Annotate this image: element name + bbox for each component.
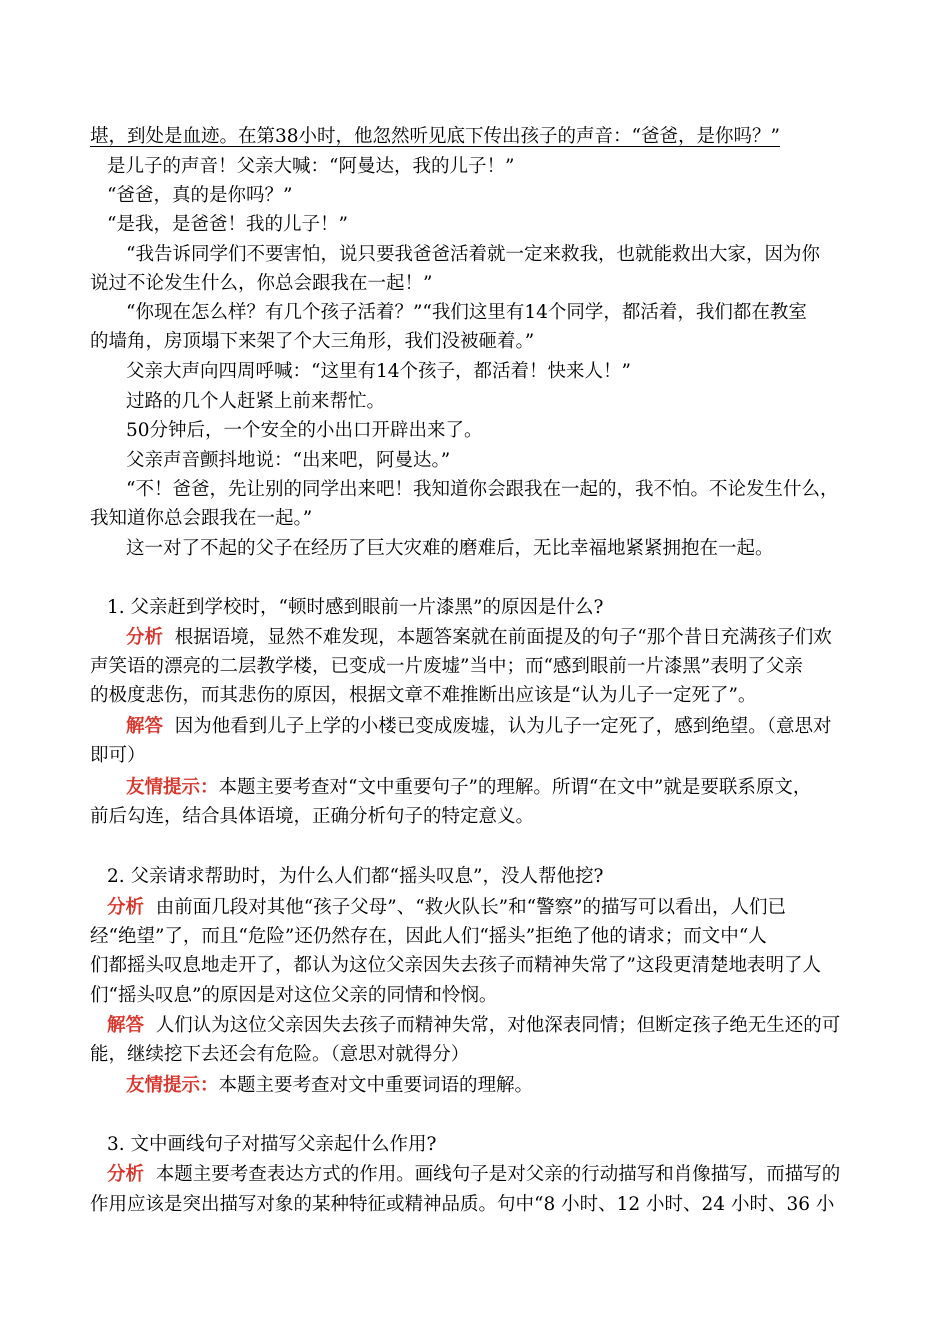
passage-line: 我知道你总会跟我在一起。” xyxy=(90,508,313,529)
passage-line: “是我，是爸爸！我的儿子！” xyxy=(107,214,348,235)
q1-analysis-line: 的极度悲伤，而其悲伤的原因，根据文章不难推断出应该是“认为儿子一定死了”。 xyxy=(90,685,757,706)
analysis-label: 分析 xyxy=(107,1164,145,1185)
q2-analysis-line: 分析 由前面几段对其他“孩子父母”、“救火队长”和“警察”的描写可以看出，人们已 xyxy=(107,897,787,918)
passage-line: 的墙角，房顶塌下来架了个大三角形，我们没被砸着。” xyxy=(90,331,535,352)
passage-line: 父亲声音颤抖地说：“出来吧，阿曼达。” xyxy=(126,450,451,471)
q2-tip-line: 友情提示：本题主要考查对文中重要词语的理解。 xyxy=(126,1075,534,1096)
q3-analysis-line: 作用应该是突出描写对象的某种特征或精神品质。句中“8 小时、12 小时、24 小时、36 小 xyxy=(90,1194,835,1215)
q2-answer-line: 解答 人们认为这位父亲因失去孩子而精神失常，对他深表同情；但断定孩子绝无生还的可 xyxy=(107,1015,841,1036)
passage-line: 是儿子的声音！父亲大喊：“阿曼达，我的儿子！” xyxy=(107,156,515,177)
question-3: 3. 文中画线句子对描写父亲起什么作用? xyxy=(107,1134,437,1155)
tip-label: 友情提示： xyxy=(126,777,219,798)
q1-tip-line: 前后勾连，结合具体语境，正确分析句子的特定意义。 xyxy=(90,806,535,827)
passage-line: “爸爸，真的是你吗？” xyxy=(107,185,293,206)
question-1: 1. 父亲赶到学校时，“顿时感到眼前一片漆黑”的原因是什么? xyxy=(107,597,604,618)
analysis-label: 分析 xyxy=(107,897,145,918)
answer-label: 解答 xyxy=(107,1015,145,1036)
q1-answer-line: 解答 因为他看到儿子上学的小楼已变成废墟，认为儿子一定死了，感到绝望。（意思对 xyxy=(126,716,832,737)
passage-line: “你现在怎么样？有几个孩子活着？”“我们这里有14个同学，都活着，我们都在教室 xyxy=(126,302,807,323)
tip-label: 友情提示： xyxy=(126,1075,219,1096)
answer-label: 解答 xyxy=(126,716,164,737)
q1-analysis-line: 分析 根据语境，显然不难发现，本题答案就在前面提及的句子“那个昔日充满孩子们欢 xyxy=(126,627,832,648)
q2-analysis-line: 们都摇头叹息地走开了，都认为这位父亲因失去孩子而精神失常了”这段更清楚地表明了人 xyxy=(90,955,821,976)
analysis-label: 分析 xyxy=(126,627,164,648)
passage-line: 50分钟后，一个安全的小出口开辟出来了。 xyxy=(126,420,483,441)
passage-line: “我告诉同学们不要害怕，说只要我爸爸活着就一定来救我，也就能救出大家，因为你 xyxy=(126,244,820,265)
question-2: 2. 父亲请求帮助时，为什么人们都“摇头叹息”，没人帮他挖? xyxy=(107,866,604,887)
q3-analysis-line: 分析 本题主要考查表达方式的作用。画线句子是对父亲的行动描写和肖像描写，而描写的 xyxy=(107,1164,841,1185)
underlined-passage-line: 堪，到处是血迹。在第38小时，他忽然听见底下传出孩子的声音：“爸爸，是你吗？” xyxy=(90,126,780,147)
passage-line: 说过不论发生什么，你总会跟我在一起！” xyxy=(90,273,433,294)
q1-analysis-line: 声笑语的漂亮的二层教学楼，已变成一片废墟”当中；而“感到眼前一片漆黑”表明了父亲 xyxy=(90,656,803,677)
passage-line: 这一对了不起的父子在经历了巨大灾难的磨难后，无比幸福地紧紧拥抱在一起。 xyxy=(126,538,774,559)
q2-analysis-line: 们“摇头叹息”的原因是对这位父亲的同情和怜悯。 xyxy=(90,985,498,1006)
passage-line: 过路的几个人赶紧上前来帮忙。 xyxy=(126,391,386,412)
q1-tip-line: 友情提示：本题主要考查对“文中重要句子”的理解。所谓“在文中”就是要联系原文， xyxy=(126,777,812,798)
q2-analysis-line: 经“绝望”了，而且“危险”还仍然存在，因此人们“摇头”拒绝了他的请求；而文中“人 xyxy=(90,926,767,947)
passage-line: “不！爸爸，先让别的同学出来吧！我知道你会跟我在一起的，我不怕。不论发生什么， xyxy=(126,479,839,500)
q1-answer-line: 即可） xyxy=(90,745,146,766)
passage-line: 父亲大声向四周呼喊：“这里有14个孩子，都活着！快来人！” xyxy=(126,361,631,382)
q2-answer-line: 能，继续挖下去还会有危险。（意思对就得分） xyxy=(90,1044,470,1065)
